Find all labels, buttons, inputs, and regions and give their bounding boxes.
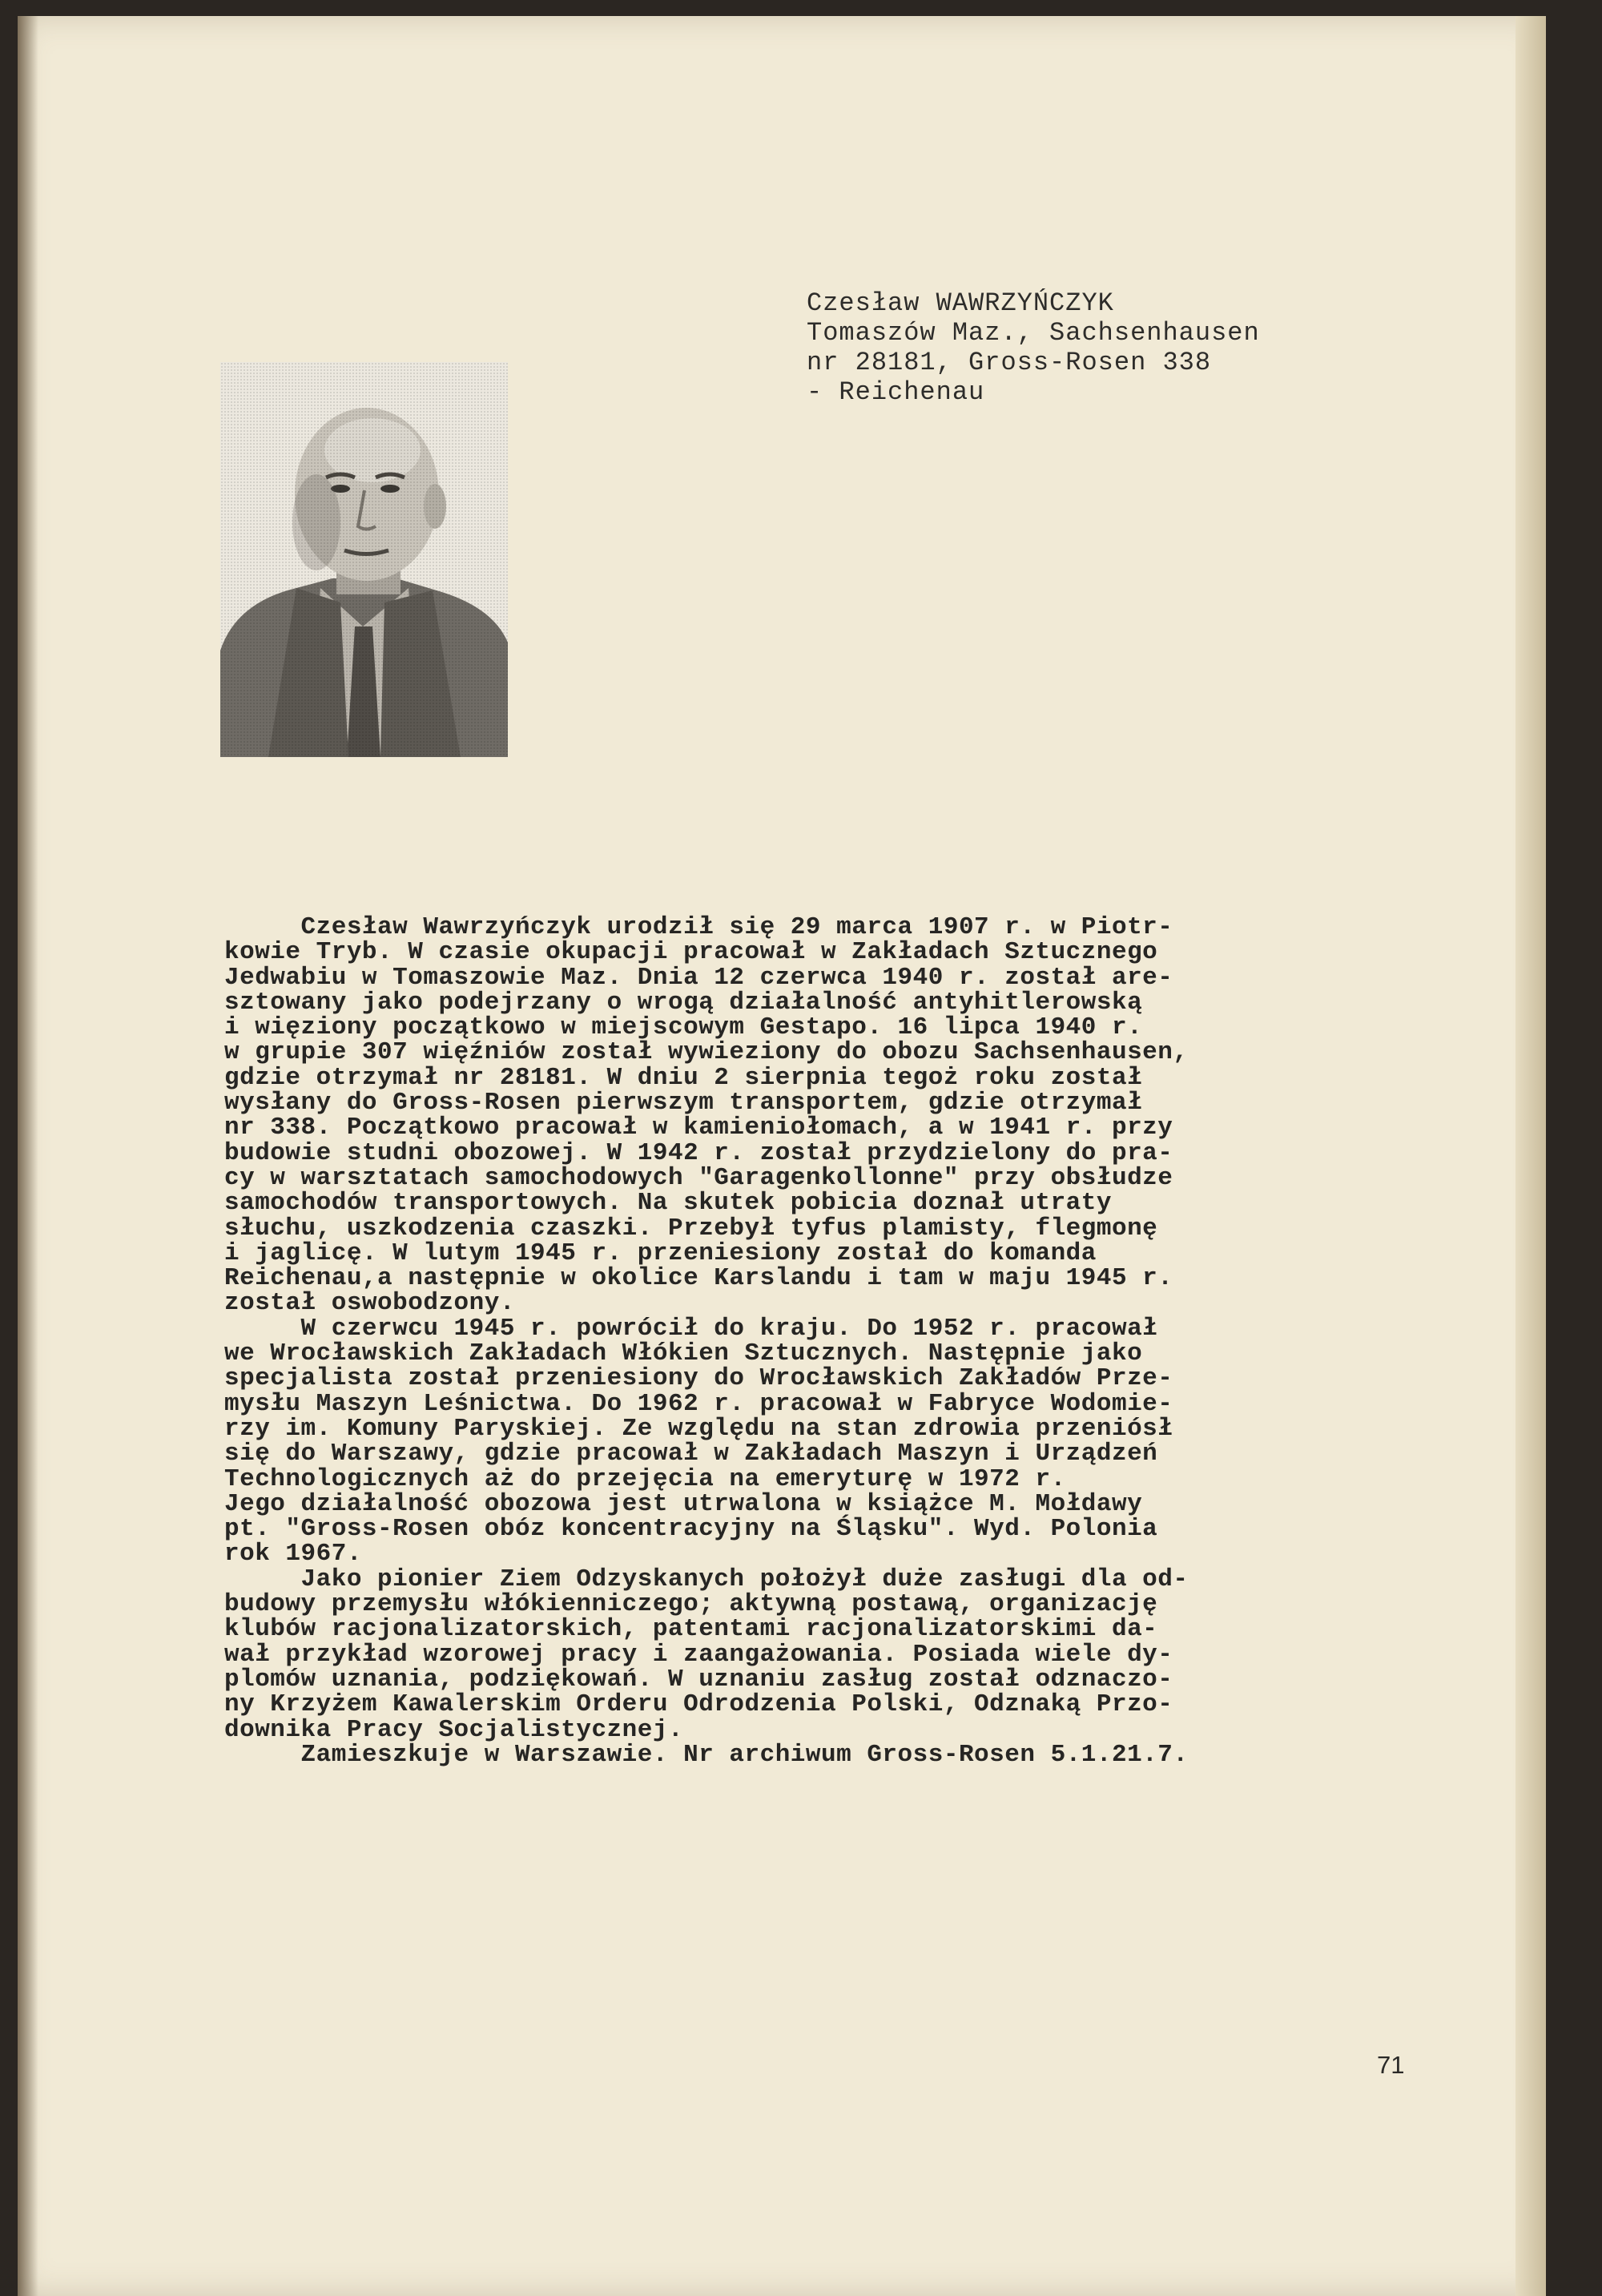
text-line: sztowany jako podejrzany o wrogą działalność antyhitlerowską: [224, 988, 1143, 1017]
header-subcamp: - Reichenau: [807, 377, 985, 407]
text-line: W czerwcu 1945 r. powrócił do kraju. Do 1952 r. pracował: [224, 1314, 1158, 1343]
text-line: Technologicznych aż do przejęcia na emeryturę w 1972 r.: [224, 1464, 1066, 1493]
text-line: samochodów transportowych. Na skutek pobicia doznał utraty: [224, 1189, 1112, 1218]
text-line: mysłu Maszyn Leśnictwa. Do 1962 r. pracował w Fabryce Wodomie-: [224, 1389, 1173, 1418]
header-numbers: nr 28181, Gross-Rosen 338: [807, 348, 1212, 377]
text-line: downika Pracy Socjalistycznej.: [224, 1715, 684, 1744]
text-line: plomów uznania, podziękowań. W uznaniu zasług został odznaczo-: [224, 1665, 1173, 1694]
text-line: i więziony początkowo w miejscowym Gestapo. 16 lipca 1940 r.: [224, 1013, 1143, 1042]
biography-text: [224, 915, 1426, 1767]
spine-shadow: [18, 16, 38, 2296]
text-line: we Wrocławskich Zakładach Włókien Sztucznych. Następnie jako: [224, 1339, 1143, 1368]
text-line: w grupie 307 więźniów został wywieziony do obozu Sachsenhausen,: [224, 1038, 1189, 1067]
portrait-icon: [220, 362, 508, 757]
text-line: Czesław Wawrzyńczyk urodził się 29 marca 1907 r. w Piotr-: [224, 913, 1173, 941]
text-line: gdzie otrzymał nr 28181. W dniu 2 sierpnia tegoż roku został: [224, 1063, 1143, 1092]
text-line: ny Krzyżem Kawalerskim Orderu Odrodzenia Polski, Odznaką Przo-: [224, 1690, 1173, 1719]
person-header: [807, 288, 1415, 407]
text-line: pt. "Gross-Rosen obóz koncentracyjny na Śląsku". Wyd. Polonia: [224, 1515, 1158, 1544]
text-line: i jaglicę. W lutym 1945 r. przeniesiony został do komanda: [224, 1239, 1097, 1267]
text-line: Zamieszkuje w Warszawie. Nr archiwum Gross-Rosen 5.1.21.7.: [224, 1740, 1189, 1769]
text-line: słuchu, uszkodzenia czaszki. Przebył tyfus plamisty, flegmonę: [224, 1214, 1158, 1243]
text-line: kowie Tryb. W czasie okupacji pracował w Zakładach Sztucznego: [224, 938, 1158, 967]
text-line: specjalista został przeniesiony do Wrocławskich Zakładów Prze-: [224, 1364, 1173, 1393]
header-camps: Tomaszów Maz., Sachsenhausen: [807, 318, 1260, 348]
text-line: Jedwabiu w Tomaszowie Maz. Dnia 12 czerwca 1940 r. został are-: [224, 963, 1173, 992]
text-line: nr 338. Początkowo pracował w kamieniołomach, a w 1941 r. przy: [224, 1114, 1173, 1142]
text-line: Jako pionier Ziem Odzyskanych położył duże zasługi dla od-: [224, 1565, 1189, 1593]
text-line: wał przykład wzorowej pracy i zaangażowania. Posiada wiele dy-: [224, 1640, 1173, 1669]
text-line: Jego działalność obozowa jest utrwalona w książce M. Mołdawy: [224, 1489, 1143, 1518]
text-line: rok 1967.: [224, 1540, 362, 1569]
text-line: Reichenau,a następnie w okolice Karslandu i tam w maju 1945 r.: [224, 1264, 1173, 1293]
text-line: się do Warszawy, gdzie pracował w Zakładach Maszyn i Urządzeń: [224, 1440, 1158, 1468]
text-line: rzy im. Komuny Paryskiej. Ze względu na stan zdrowia przeniósł: [224, 1414, 1173, 1443]
book-page: [18, 16, 1546, 2296]
page-edge: [1515, 16, 1546, 2296]
text-line: cy w warsztatach samochodowych "Garagenkollonne" przy obsłudze: [224, 1163, 1173, 1192]
header-name: Czesław WAWRZYŃCZYK: [807, 288, 1114, 318]
portrait-photo: [220, 362, 508, 757]
text-line: budowy przemysłu włókienniczego; aktywną postawą, organizację: [224, 1590, 1158, 1619]
page-number: 71: [1377, 2051, 1405, 2079]
text-line: budowie studni obozowej. W 1942 r. został przydzielony do pra-: [224, 1138, 1173, 1167]
text-line: został oswobodzony.: [224, 1289, 515, 1318]
text-line: wysłany do Gross-Rosen pierwszym transportem, gdzie otrzymał: [224, 1089, 1143, 1118]
text-line: klubów racjonalizatorskich, patentami racjonalizatorskimi da-: [224, 1615, 1158, 1644]
